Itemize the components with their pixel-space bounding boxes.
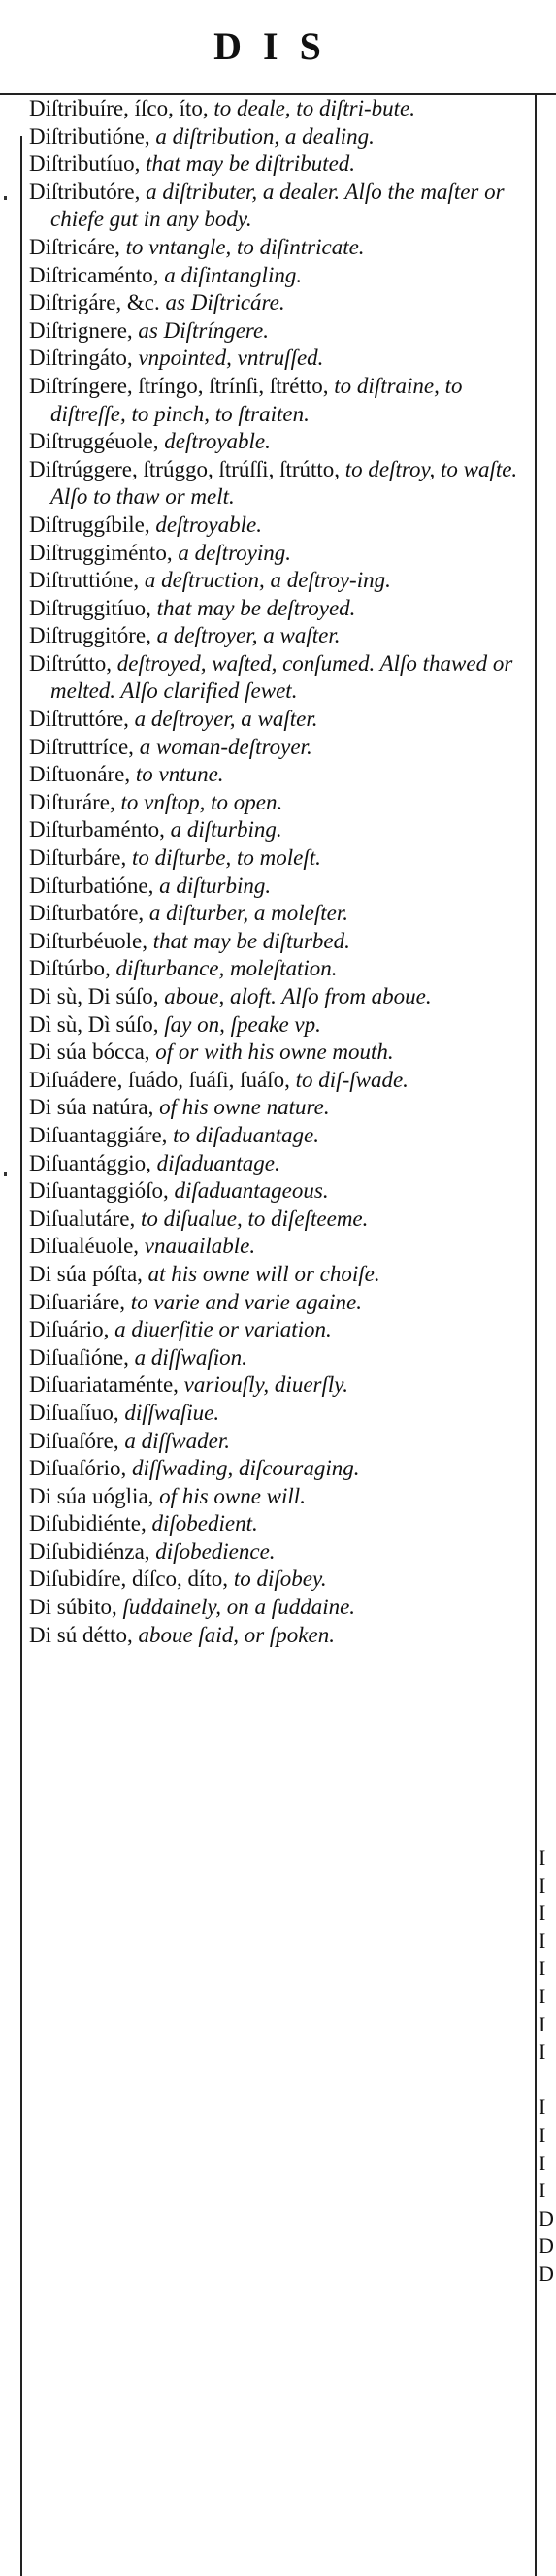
dictionary-entry — [29, 234, 530, 262]
headword: Diſubidiénte, — [29, 1511, 147, 1536]
dictionary-entry — [29, 734, 530, 762]
definition: that may be diſtributed. — [140, 151, 356, 177]
headword: Diſuariáre, — [29, 1289, 125, 1314]
definition: of or with his owne mouth. — [149, 1040, 394, 1065]
headword: Diſtruggiménto, — [29, 540, 173, 565]
definition: to varie and varie againe. — [124, 1289, 362, 1314]
dictionary-entry — [29, 1455, 530, 1483]
margin-letter: I — [539, 2039, 546, 2064]
definition: a deſtroyer, a waſter. — [150, 623, 341, 648]
headword: Diſtrúggere, ſtrúggo, ſtrúſſi, ſtrútto, — [29, 456, 341, 481]
margin-letter: D — [539, 2205, 554, 2230]
dictionary-entry — [29, 456, 530, 512]
headword: Diſtruggitóre, — [29, 623, 151, 648]
dictionary-entry — [29, 1428, 530, 1456]
headword: Diſtributíuo, — [29, 151, 141, 177]
definition: vnpointed, vntruſſed. — [132, 346, 324, 371]
margin-letter: I — [539, 1928, 546, 1953]
dictionary-entry — [29, 289, 530, 317]
headword: Diſturbaménto, — [29, 817, 165, 842]
definition: a diſintangling. — [158, 262, 303, 287]
headword: Diſuariataménte, — [29, 1372, 179, 1398]
definition: a diſturber, a moleſter. — [144, 901, 348, 926]
headword: Diſtúrbo, — [29, 956, 111, 981]
dictionary-entry — [29, 540, 530, 568]
definition: a diſſwaſion. — [128, 1344, 247, 1370]
definition: of his owne will. — [153, 1483, 306, 1508]
headword: Diſtributióne, — [29, 123, 150, 149]
definition: as Diſtríngere. — [132, 317, 269, 343]
definition: a woman-deſtroyer. — [133, 734, 312, 759]
dictionary-entry — [29, 317, 530, 346]
headword: Di súa natúra, — [29, 1095, 154, 1120]
dictionary-entry — [29, 1483, 530, 1511]
dictionary-entry — [29, 900, 530, 928]
headword: Di súa póſta, — [29, 1261, 143, 1286]
definition: deſtroyable. — [149, 512, 262, 537]
definition: at his owne will or choiſe. — [142, 1261, 380, 1286]
definition: a diſturbing. — [153, 873, 272, 898]
dictionary-entry — [29, 1011, 530, 1040]
definition: a diſturbing. — [164, 817, 282, 842]
headword: Diſuantággio, — [29, 1150, 151, 1175]
dictionary-entry — [29, 1067, 530, 1095]
headword: Diſtruttóre, — [29, 707, 129, 732]
margin-letter: I — [539, 2095, 546, 2120]
margin-letter: I — [539, 2178, 546, 2203]
definition: that may be deſtroyed. — [150, 595, 356, 620]
margin-letter: I — [539, 1983, 546, 2008]
definition: deſtroyable. — [158, 429, 271, 454]
dictionary-entry — [29, 873, 530, 901]
headword: Diſtruggéuole, — [29, 429, 159, 454]
definition: diſſwaſiue. — [118, 1400, 220, 1425]
headword: Di sù, Di súſo, — [29, 984, 159, 1008]
definition: a deſtroying. — [172, 540, 292, 565]
definition: deſtroyed, waſted, conſumed. Alſo thawed or melted. Alſo clarified ſewet. — [50, 650, 513, 704]
dictionary-entry — [29, 1261, 530, 1289]
dictionary-entry — [29, 262, 530, 290]
definition: to diſaduantage. — [167, 1122, 319, 1147]
margin-letter: I — [539, 1872, 546, 1898]
headword: Diſuantaggióſo, — [29, 1178, 169, 1204]
left-margin-mark — [4, 196, 7, 200]
margin-letter: I — [539, 2150, 546, 2175]
dictionary-entry — [29, 1400, 530, 1428]
headword: Diſuário, — [29, 1317, 110, 1342]
definition: diſobedience. — [149, 1538, 276, 1564]
margin-letter: I — [539, 2011, 546, 2036]
dictionary-entry — [29, 761, 530, 789]
headword: Diſturbatióne, — [29, 873, 154, 898]
headword: Diſuaſíuo, — [29, 1400, 119, 1425]
dictionary-entry — [29, 844, 530, 873]
right-column-rule — [535, 95, 537, 2576]
definition: to vntangle, to diſintricate. — [119, 234, 365, 259]
definition: that may be diſturbed. — [147, 928, 350, 953]
headword: Diſtuonáre, — [29, 762, 131, 787]
definition: variouſly, diuerſly. — [178, 1372, 348, 1398]
definition: to diſobey. — [228, 1567, 327, 1592]
dictionary-entry — [29, 1622, 530, 1650]
definition: a deſtruction, a deſtroy-ing. — [139, 568, 391, 593]
definition: to deale, to diſtri-bute. — [208, 96, 415, 120]
dictionary-entry — [29, 1538, 530, 1567]
dictionary-entry — [29, 1122, 530, 1150]
definition: to diſturbe, to moleſt. — [126, 845, 321, 871]
headword: Di sú détto, — [29, 1622, 133, 1647]
dictionary-entry — [29, 983, 530, 1011]
headword: Di súbito, — [29, 1595, 117, 1620]
headword: Diſuaſióne, — [29, 1344, 129, 1370]
headword: Di súa uóglia, — [29, 1483, 154, 1508]
headword: Diſualutáre, — [29, 1205, 136, 1231]
headword: Diſtribuíre, íſco, íto, — [29, 96, 209, 120]
dictionary-entry — [29, 1205, 530, 1234]
dictionary-entry — [29, 1039, 530, 1067]
dictionary-entry — [29, 595, 530, 623]
headword: Diſtruggíbile, — [29, 512, 150, 537]
headword: Diſuaſóre, — [29, 1428, 119, 1453]
headword: Diſtrútto, — [29, 650, 112, 676]
definition: aboue ſaid, or ſpoken. — [132, 1622, 335, 1647]
definition: diſaduantageous. — [168, 1178, 329, 1204]
dictionary-entry — [29, 816, 530, 844]
headword: Diſuaſório, — [29, 1456, 127, 1481]
dictionary-entry — [29, 179, 530, 234]
definition: to diſualue, to diſeſteeme. — [135, 1205, 369, 1231]
headword: Diſtrigáre, &c. — [29, 290, 160, 315]
dictionary-entry — [29, 1371, 530, 1400]
dictionary-entry — [29, 955, 530, 983]
definition: a deſtroyer, a waſter. — [128, 707, 318, 732]
margin-letter — [539, 2066, 554, 2095]
dictionary-entry — [29, 150, 530, 179]
headword: Diſturáre, — [29, 789, 115, 814]
headword: Dì sù, Dì súſo, — [29, 1011, 159, 1037]
dictionary-entry — [29, 512, 530, 540]
dictionary-entry — [29, 1094, 530, 1122]
margin-letter: I — [539, 1956, 546, 1981]
dictionary-entry — [29, 1177, 530, 1205]
dictionary-entry — [29, 1566, 530, 1594]
dictionary-entry — [29, 95, 530, 123]
definition: ſay on, ſpeake vp. — [158, 1011, 321, 1037]
margin-letter: I — [539, 1900, 546, 1926]
headword: Diſturbáre, — [29, 845, 127, 871]
dictionary-entry — [29, 789, 530, 817]
headword: Diſturbéuole, — [29, 928, 147, 953]
margin-letter: D — [539, 2233, 554, 2259]
definition: a diſſwader. — [118, 1428, 230, 1453]
left-column-rule — [20, 136, 22, 2576]
headword: Diſtricaménto, — [29, 262, 159, 287]
margin-letter: D — [539, 2261, 554, 2286]
dictionary-entry — [29, 1344, 530, 1372]
dictionary-entry — [29, 928, 530, 956]
left-margin-mark — [4, 1172, 7, 1176]
definition: diſſwading, diſcouraging. — [126, 1456, 360, 1481]
definition: diſobedient. — [146, 1511, 258, 1536]
definition: of his owne nature. — [153, 1095, 330, 1120]
dictionary-entry — [29, 345, 530, 373]
headword: Diſturbatóre, — [29, 901, 145, 926]
entry-list — [29, 95, 530, 1649]
page-header: DIS — [213, 24, 343, 68]
headword: Diſtruttríce, — [29, 734, 134, 759]
dictionary-entry — [29, 622, 530, 650]
dictionary-entry — [29, 123, 530, 151]
definition: ſuddainely, on a ſuddaine. — [116, 1595, 356, 1620]
headword: Diſuádere, ſuádo, ſuáſi, ſuáſo, — [29, 1067, 290, 1092]
definition: vnauailable. — [139, 1234, 256, 1259]
margin-letter: I — [539, 1845, 546, 1869]
definition: to diſ-ſwade. — [289, 1067, 409, 1092]
headword: Diſtringáto, — [29, 346, 133, 371]
definition: as Diſtricáre. — [159, 290, 285, 315]
dictionary-entry — [29, 706, 530, 734]
dictionary-entry — [29, 567, 530, 595]
headword: Diſtricáre, — [29, 234, 120, 259]
headword: Diſtributóre, — [29, 179, 141, 204]
dictionary-entry — [29, 373, 530, 428]
definition: a diuerſitie or variation. — [109, 1317, 332, 1342]
headword: Diſtruggitíuo, — [29, 595, 151, 620]
definition: to diſtraine, to diſtreſſe, to pinch, to ſtraiten. — [50, 373, 463, 426]
dictionary-entry — [29, 1594, 530, 1622]
dictionary-entry — [29, 1150, 530, 1178]
headword: Diſtruttióne, — [29, 568, 140, 593]
definition: diſaduantage. — [150, 1150, 280, 1175]
headword: Diſtríngere, ſtríngo, ſtrínſi, ſtrétto, — [29, 373, 329, 398]
headword: Di súa bócca, — [29, 1040, 150, 1065]
right-margin-letters — [539, 1844, 554, 2289]
headword: Diſtrignere, — [29, 317, 133, 343]
headword: Diſuantaggiáre, — [29, 1122, 168, 1147]
definition: to deſtroy, to waſte. Alſo to thaw or melt. — [50, 456, 518, 510]
definition: a diſtributer, a dealer. Alſo the maſter or chiefe gut in any body. — [50, 179, 505, 232]
definition: a diſtribution, a dealing. — [149, 123, 375, 149]
headword: Diſualéuole, — [29, 1234, 140, 1259]
definition: diſturbance, moleſtation. — [110, 956, 338, 981]
dictionary-entry — [29, 428, 530, 456]
margin-letter: I — [539, 2122, 546, 2147]
definition: to vnſtop, to open. — [114, 789, 283, 814]
dictionary-entry — [29, 650, 530, 706]
headword: Diſubidiénza, — [29, 1538, 150, 1564]
dictionary-entry — [29, 1289, 530, 1317]
dictionary-entry — [29, 1233, 530, 1261]
dictionary-entry — [29, 1316, 530, 1344]
definition: aboue, aloft. Alſo from aboue. — [158, 984, 432, 1008]
definition: to vntune. — [130, 762, 224, 787]
headword: Diſubidíre, díſco, díto, — [29, 1567, 229, 1592]
dictionary-entry — [29, 1510, 530, 1538]
